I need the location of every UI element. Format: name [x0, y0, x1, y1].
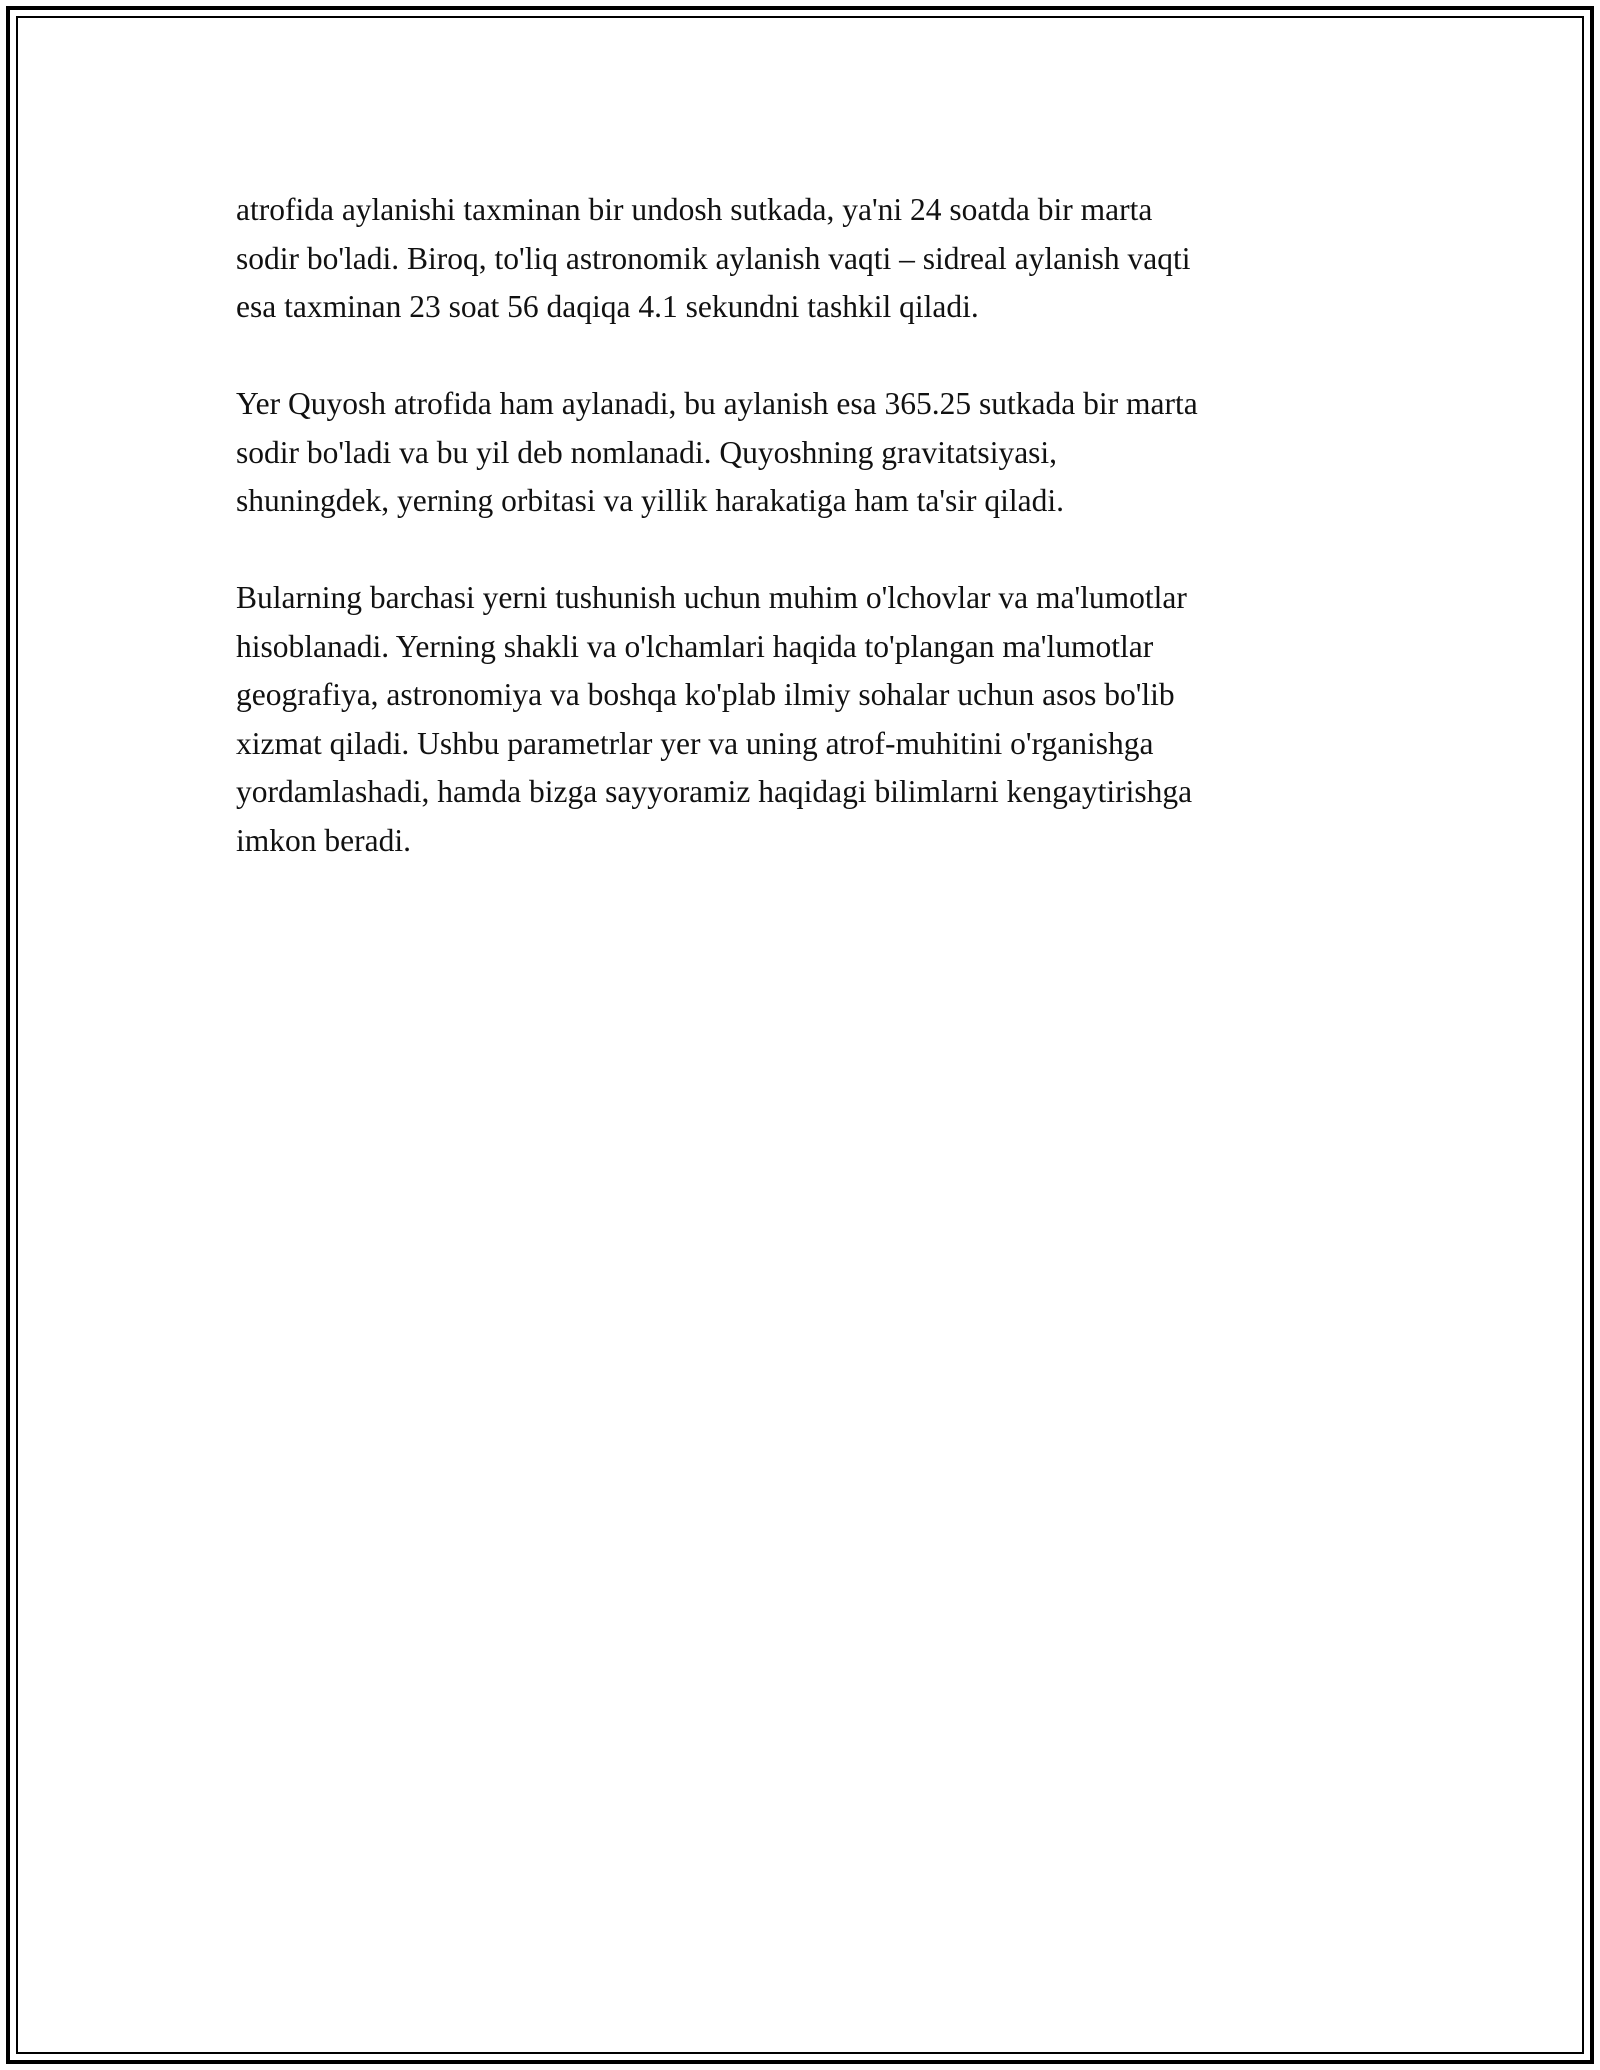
paragraph-3: Bularning barchasi yerni tushunish uchun muhim o'lchovlar va ma'lumotlar hisoblanadi. Yerning shakli va o'lchamlari haqida to'plangan ma'lumotlar geografiya, astronomiya va boshqa ko'plab ilmiy sohalar uchun asos bo'lib xizmat qiladi. Ushbu parametrlar yer va uning atrof-muhitini o'rganishga yordamlashadi, hamda bizga sayyoramiz haqidagi bilimlarni kengaytirishga imkon beradi.: [236, 580, 1193, 858]
paragraph-1: atrofida aylanishi taxminan bir undosh sutkada, ya'ni 24 soatda bir marta sodir bo'ladi. Biroq, to'liq astronomik aylanish vaqti – sidreal aylanish vaqti esa taxminan 23 soat 56 daqiqa 4.1 sekundni tashkil qiladi.: [236, 192, 1191, 324]
document-body: [236, 186, 1376, 914]
paragraph-2: Yer Quyosh atrofida ham aylanadi, bu aylanish esa 365.25 sutkada bir marta sodir bo'ladi va bu yil deb nomlanadi. Quyoshning gravitatsiyasi, shuningdek, yerning orbitasi va yillik harakatiga ham ta'sir qiladi.: [236, 386, 1198, 518]
